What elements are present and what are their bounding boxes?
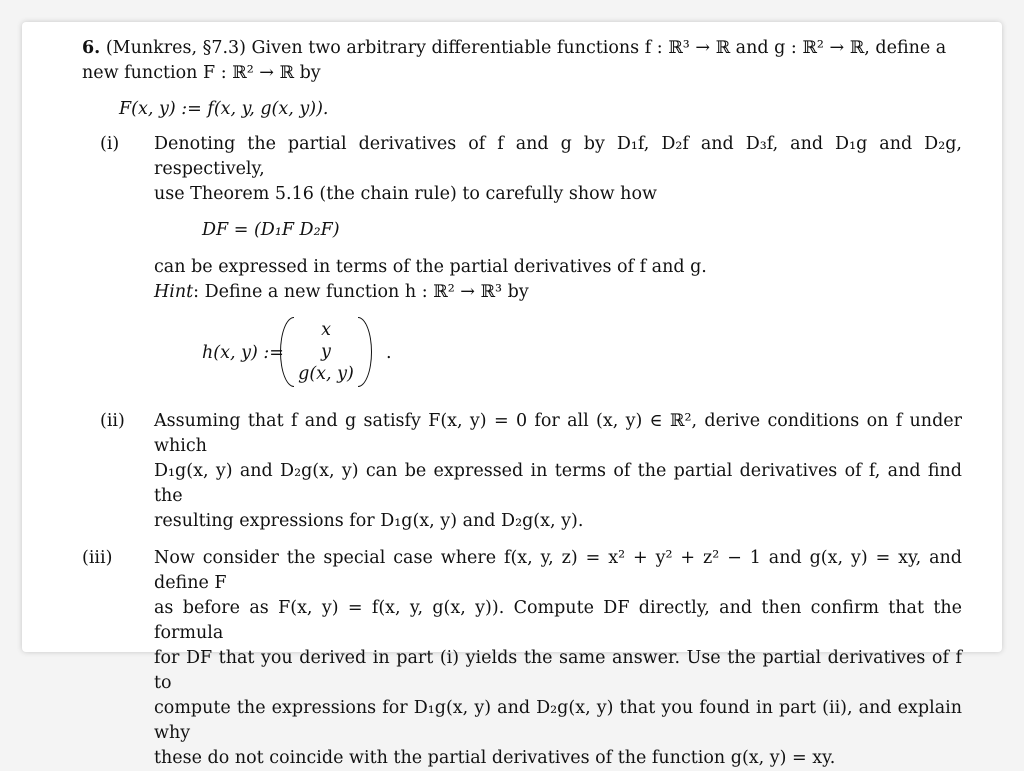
part-iii-line-2: as before as F(x, y) = f(x, y, g(x, y)). Compute DF directly, and then confirm that the formula: [154, 598, 962, 643]
part-ii-label: (ii): [100, 411, 125, 431]
part-ii-line-1: Assuming that f and g satisfy F(x, y) = 0 for all (x, y) ∈ ℝ², derive conditions on f under which: [154, 411, 962, 456]
part-iii: [82, 546, 962, 771]
df-equation: DF = (D₁F D₂F): [202, 220, 340, 240]
part-ii: [82, 409, 962, 534]
part-ii-line-2: D₁g(x, y) and D₂g(x, y) can be expressed in terms of the partial derivatives of f, and find the: [154, 461, 962, 506]
part-i: [82, 132, 962, 391]
part-i-line-2: use Theorem 5.16 (the chain rule) to carefully show how: [154, 184, 657, 204]
hint-text: : Define a new function h : ℝ² → ℝ³ by: [193, 282, 529, 302]
part-ii-line-3: resulting expressions for D₁g(x, y) and D₂g(x, y).: [154, 511, 584, 531]
problem-card: [22, 22, 1002, 768]
vector-entry-g: g(x, y): [298, 364, 354, 384]
intro-line-2: new function F : ℝ² → ℝ by: [82, 63, 321, 83]
definition-equation: F(x, y) := f(x, y, g(x, y)).: [119, 99, 329, 119]
hint-label: Hint: [154, 282, 194, 302]
part-iii-label: (iii): [82, 548, 113, 568]
problem-intro: [82, 36, 962, 86]
right-paren: [358, 317, 372, 387]
part-i-line-3: can be expressed in terms of the partial derivatives of f and g.: [154, 257, 707, 277]
part-iii-line-4: compute the expressions for D₁g(x, y) and D₂g(x, y) that you found in part (ii), and explain why: [154, 698, 962, 743]
vector-entry-x: x: [321, 320, 331, 340]
problem-number: 6.: [82, 38, 101, 58]
part-iii-line-1: Now consider the special case where f(x, y, z) = x² + y² + z² − 1 and g(x, y) = xy, and define F: [154, 548, 962, 593]
intro-line-1: (Munkres, §7.3) Given two arbitrary differentiable functions f : ℝ³ → ℝ and g : ℝ² → ℝ, define a: [105, 38, 947, 58]
h-end-period: .: [386, 343, 392, 363]
part-i-label: (i): [100, 134, 120, 154]
part-iii-line-3: for DF that you derived in part (i) yields the same answer. Use the partial derivatives of f to: [154, 648, 962, 693]
part-i-line-1: Denoting the partial derivatives of f and g by D₁f, D₂f and D₃f, and D₁g and D₂g, respectively,: [154, 134, 962, 179]
column-vector: [280, 317, 372, 389]
left-paren: [280, 317, 294, 387]
h-definition: [154, 315, 962, 391]
part-iii-line-5: these do not coincide with the partial derivatives of the function g(x, y) = xy.: [154, 748, 836, 768]
h-lhs: h(x, y) :=: [202, 343, 284, 363]
vector-entry-y: y: [321, 342, 331, 362]
problem-content: [82, 36, 962, 771]
